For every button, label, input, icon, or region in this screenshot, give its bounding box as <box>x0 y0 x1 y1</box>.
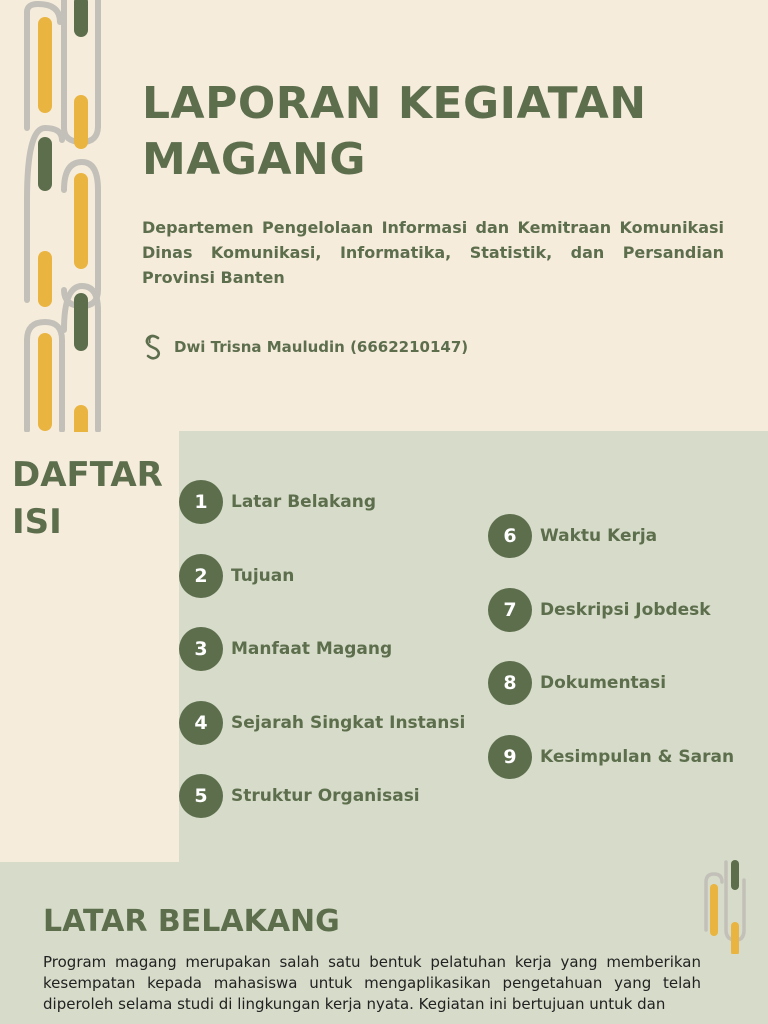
toc-item-9[interactable] <box>488 735 734 779</box>
toc-number: 1 <box>179 480 223 524</box>
chain-decoration-small <box>698 860 750 954</box>
toc-label: Tujuan <box>231 566 295 586</box>
department-name: Departemen Pengelolaan Informasi dan Kemitraan Komunikasi Dinas Komunikasi, Informatika, Statistik, dan Persandian Provinsi Banten <box>142 218 724 287</box>
author-row <box>142 334 468 360</box>
toc-number: 5 <box>179 774 223 818</box>
toc-label: Latar Belakang <box>231 492 377 512</box>
toc-number: 6 <box>488 514 532 558</box>
toc-label: Kesimpulan & Saran <box>540 747 735 767</box>
toc-item-8[interactable] <box>488 661 666 705</box>
toc-label: Deskripsi Jobdesk <box>540 600 711 620</box>
toc-item-6[interactable] <box>488 514 657 558</box>
toc-label: Struktur Organisasi <box>231 786 420 806</box>
section-body: Program magang merupakan salah satu bentuk pelatuhan kerja yang memberikan kesempatan kepada mahasiswa untuk mengaplikasikan pengetahuan yang telah diperoleh selama studi di lingkungan kerja nyata. Kegiatan ini bertujuan untuk dan <box>43 953 701 1013</box>
section-heading: LATAR BELAKANG <box>43 904 340 939</box>
toc-item-1[interactable] <box>179 480 376 524</box>
author-name: Dwi Trisna Mauludin (6662210147) <box>174 338 469 356</box>
s-logo-icon <box>142 334 164 360</box>
toc-item-5[interactable] <box>179 774 420 818</box>
toc-number: 2 <box>179 554 223 598</box>
chain-decoration <box>0 0 110 432</box>
toc-item-7[interactable] <box>488 588 711 632</box>
toc-item-4[interactable] <box>179 701 465 745</box>
toc-label: Manfaat Magang <box>231 639 393 659</box>
toc-title <box>12 452 163 546</box>
toc-title-text: DAFTAR ISI <box>12 455 163 542</box>
toc-label: Sejarah Singkat Instansi <box>231 713 466 733</box>
toc-label: Dokumentasi <box>540 673 667 693</box>
toc-label: Waktu Kerja <box>540 526 658 546</box>
toc-number: 4 <box>179 701 223 745</box>
report-title: LAPORAN KEGIATAN MAGANG <box>142 78 647 185</box>
toc-item-3[interactable] <box>179 627 392 671</box>
toc-number: 3 <box>179 627 223 671</box>
toc-number: 7 <box>488 588 532 632</box>
toc-item-2[interactable] <box>179 554 294 598</box>
toc-number: 8 <box>488 661 532 705</box>
toc-number: 9 <box>488 735 532 779</box>
